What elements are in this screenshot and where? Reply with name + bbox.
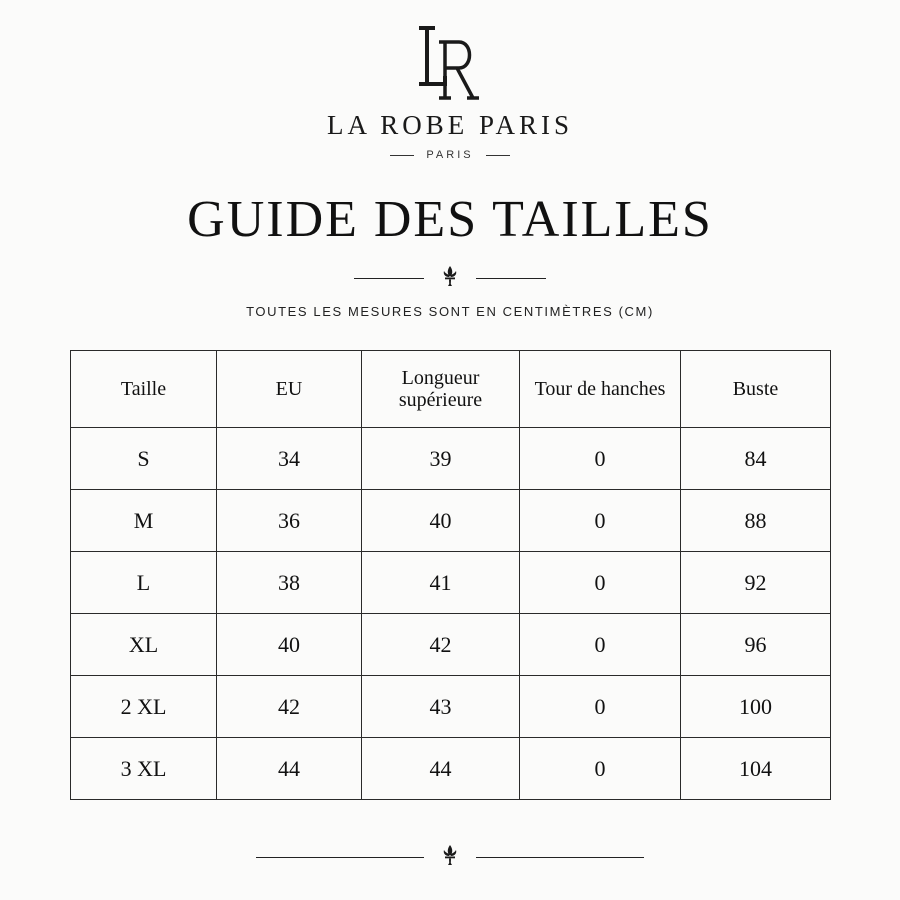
divider-rule-right bbox=[476, 278, 546, 279]
cell-buste: 104 bbox=[681, 738, 831, 800]
header-tour-de-hanches: Tour de hanches bbox=[520, 351, 681, 428]
table-row bbox=[71, 490, 831, 552]
divider-rule-left bbox=[354, 278, 424, 279]
cell-taille: L bbox=[71, 552, 217, 614]
cell-hanches: 0 bbox=[520, 738, 681, 800]
cell-buste: 84 bbox=[681, 428, 831, 490]
brand-logo bbox=[0, 18, 900, 103]
cell-eu: 42 bbox=[217, 676, 362, 738]
header-eu: EU bbox=[217, 351, 362, 428]
brand-sub-label: PARIS bbox=[426, 149, 474, 161]
cell-hanches: 0 bbox=[520, 490, 681, 552]
header-buste: Buste bbox=[681, 351, 831, 428]
cell-hanches: 0 bbox=[520, 552, 681, 614]
cell-buste: 100 bbox=[681, 676, 831, 738]
brand-sub-line-right bbox=[486, 155, 510, 156]
brand-sub-line-left bbox=[390, 155, 414, 156]
cell-longueur: 40 bbox=[362, 490, 520, 552]
table-header-row bbox=[71, 351, 831, 428]
brand-subtitle bbox=[0, 149, 900, 161]
cell-hanches: 0 bbox=[520, 428, 681, 490]
cell-longueur: 44 bbox=[362, 738, 520, 800]
fleur-de-lis-icon bbox=[442, 265, 458, 292]
cell-taille: M bbox=[71, 490, 217, 552]
cell-eu: 44 bbox=[217, 738, 362, 800]
cell-buste: 96 bbox=[681, 614, 831, 676]
lr-monogram-logo bbox=[405, 18, 495, 103]
cell-buste: 92 bbox=[681, 552, 831, 614]
fleur-de-lis-icon bbox=[442, 844, 458, 871]
table-row bbox=[71, 428, 831, 490]
cell-taille: 2 XL bbox=[71, 676, 217, 738]
cell-eu: 38 bbox=[217, 552, 362, 614]
size-table bbox=[70, 350, 831, 800]
cell-taille: S bbox=[71, 428, 217, 490]
cell-taille: XL bbox=[71, 614, 217, 676]
cell-hanches: 0 bbox=[520, 614, 681, 676]
title-divider bbox=[0, 265, 900, 287]
table-row bbox=[71, 552, 831, 614]
cell-hanches: 0 bbox=[520, 676, 681, 738]
table-row bbox=[71, 676, 831, 738]
cell-longueur: 41 bbox=[362, 552, 520, 614]
table-row bbox=[71, 738, 831, 800]
page-title: GUIDE DES TAILLES bbox=[187, 191, 713, 248]
cell-longueur: 43 bbox=[362, 676, 520, 738]
measurement-note: TOUTES LES MESURES SONT EN CENTIMÈTRES (CM) bbox=[246, 304, 654, 319]
cell-longueur: 42 bbox=[362, 614, 520, 676]
brand-name: LA ROBE PARIS bbox=[326, 110, 574, 140]
header-longueur-superieure-label: Longueur supérieure bbox=[398, 367, 483, 411]
divider-rule-left bbox=[256, 857, 424, 858]
header-taille: Taille bbox=[71, 351, 217, 428]
cell-eu: 36 bbox=[217, 490, 362, 552]
footer-divider bbox=[0, 844, 900, 866]
table-row bbox=[71, 614, 831, 676]
cell-longueur: 39 bbox=[362, 428, 520, 490]
cell-taille: 3 XL bbox=[71, 738, 217, 800]
cell-buste: 88 bbox=[681, 490, 831, 552]
divider-rule-right bbox=[476, 857, 644, 858]
header-longueur-superieure bbox=[362, 351, 520, 428]
cell-eu: 34 bbox=[217, 428, 362, 490]
cell-eu: 40 bbox=[217, 614, 362, 676]
